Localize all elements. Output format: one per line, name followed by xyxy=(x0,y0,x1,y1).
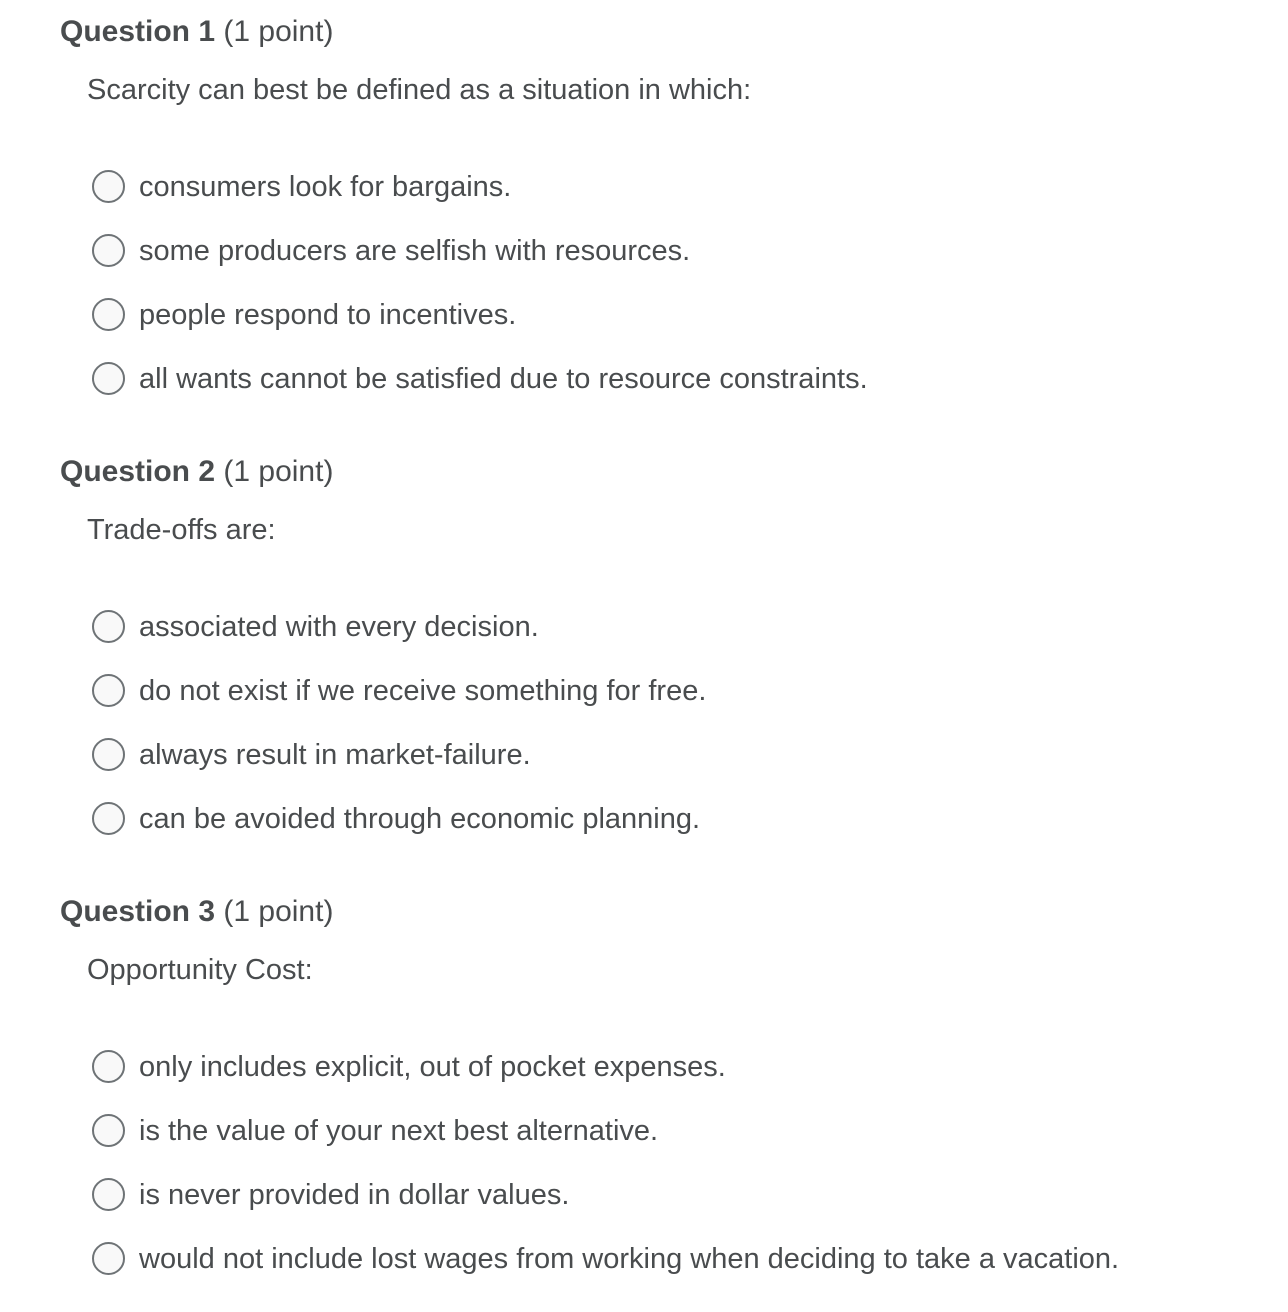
radio-button[interactable] xyxy=(92,1178,125,1211)
answer-option[interactable] xyxy=(92,1239,1119,1303)
answer-option[interactable] xyxy=(92,359,868,423)
question-points: (1 point) xyxy=(223,15,334,48)
option-label[interactable]: is the value of your next best alternative. xyxy=(139,1115,659,1147)
question-1-options xyxy=(92,167,868,423)
question-1-title xyxy=(60,12,333,52)
option-label[interactable]: some producers are selfish with resources. xyxy=(139,235,691,267)
question-2-options xyxy=(92,607,706,863)
question-2-prompt: Trade-offs are: xyxy=(87,514,276,546)
option-label[interactable]: is never provided in dollar values. xyxy=(139,1179,570,1211)
answer-option[interactable] xyxy=(92,1111,1119,1175)
question-points: (1 point) xyxy=(223,895,334,928)
question-label: Question 3 xyxy=(60,895,216,928)
question-3-options xyxy=(92,1047,1119,1303)
option-label[interactable]: consumers look for bargains. xyxy=(139,171,512,203)
radio-button[interactable] xyxy=(92,362,125,395)
answer-option[interactable] xyxy=(92,1175,1119,1239)
question-3-prompt: Opportunity Cost: xyxy=(87,954,313,986)
option-label[interactable]: people respond to incentives. xyxy=(139,299,517,331)
radio-button[interactable] xyxy=(92,1050,125,1083)
option-label[interactable]: all wants cannot be satisfied due to resource constraints. xyxy=(139,363,868,395)
option-label[interactable]: always result in market-failure. xyxy=(139,739,531,771)
answer-option[interactable] xyxy=(92,167,868,231)
question-label: Question 2 xyxy=(60,455,216,488)
question-points: (1 point) xyxy=(223,455,334,488)
option-label[interactable]: associated with every decision. xyxy=(139,611,539,643)
radio-button[interactable] xyxy=(92,170,125,203)
option-label[interactable]: can be avoided through economic planning. xyxy=(139,803,701,835)
radio-button[interactable] xyxy=(92,738,125,771)
radio-button[interactable] xyxy=(92,1114,125,1147)
radio-button[interactable] xyxy=(92,674,125,707)
option-label[interactable]: do not exist if we receive something for free. xyxy=(139,675,707,707)
answer-option[interactable] xyxy=(92,735,706,799)
answer-option[interactable] xyxy=(92,295,868,359)
question-2-title xyxy=(60,452,333,492)
answer-option[interactable] xyxy=(92,1047,1119,1111)
question-label: Question 1 xyxy=(60,15,216,48)
question-1-prompt: Scarcity can best be defined as a situation in which: xyxy=(87,74,752,106)
radio-button[interactable] xyxy=(92,610,125,643)
radio-button[interactable] xyxy=(92,1242,125,1275)
option-label[interactable]: only includes explicit, out of pocket expenses. xyxy=(139,1051,726,1083)
answer-option[interactable] xyxy=(92,799,706,863)
answer-option[interactable] xyxy=(92,607,706,671)
radio-button[interactable] xyxy=(92,234,125,267)
radio-button[interactable] xyxy=(92,298,125,331)
answer-option[interactable] xyxy=(92,231,868,295)
option-label[interactable]: would not include lost wages from working when deciding to take a vacation. xyxy=(139,1243,1120,1275)
radio-button[interactable] xyxy=(92,802,125,835)
answer-option[interactable] xyxy=(92,671,706,735)
question-3-title xyxy=(60,892,333,932)
